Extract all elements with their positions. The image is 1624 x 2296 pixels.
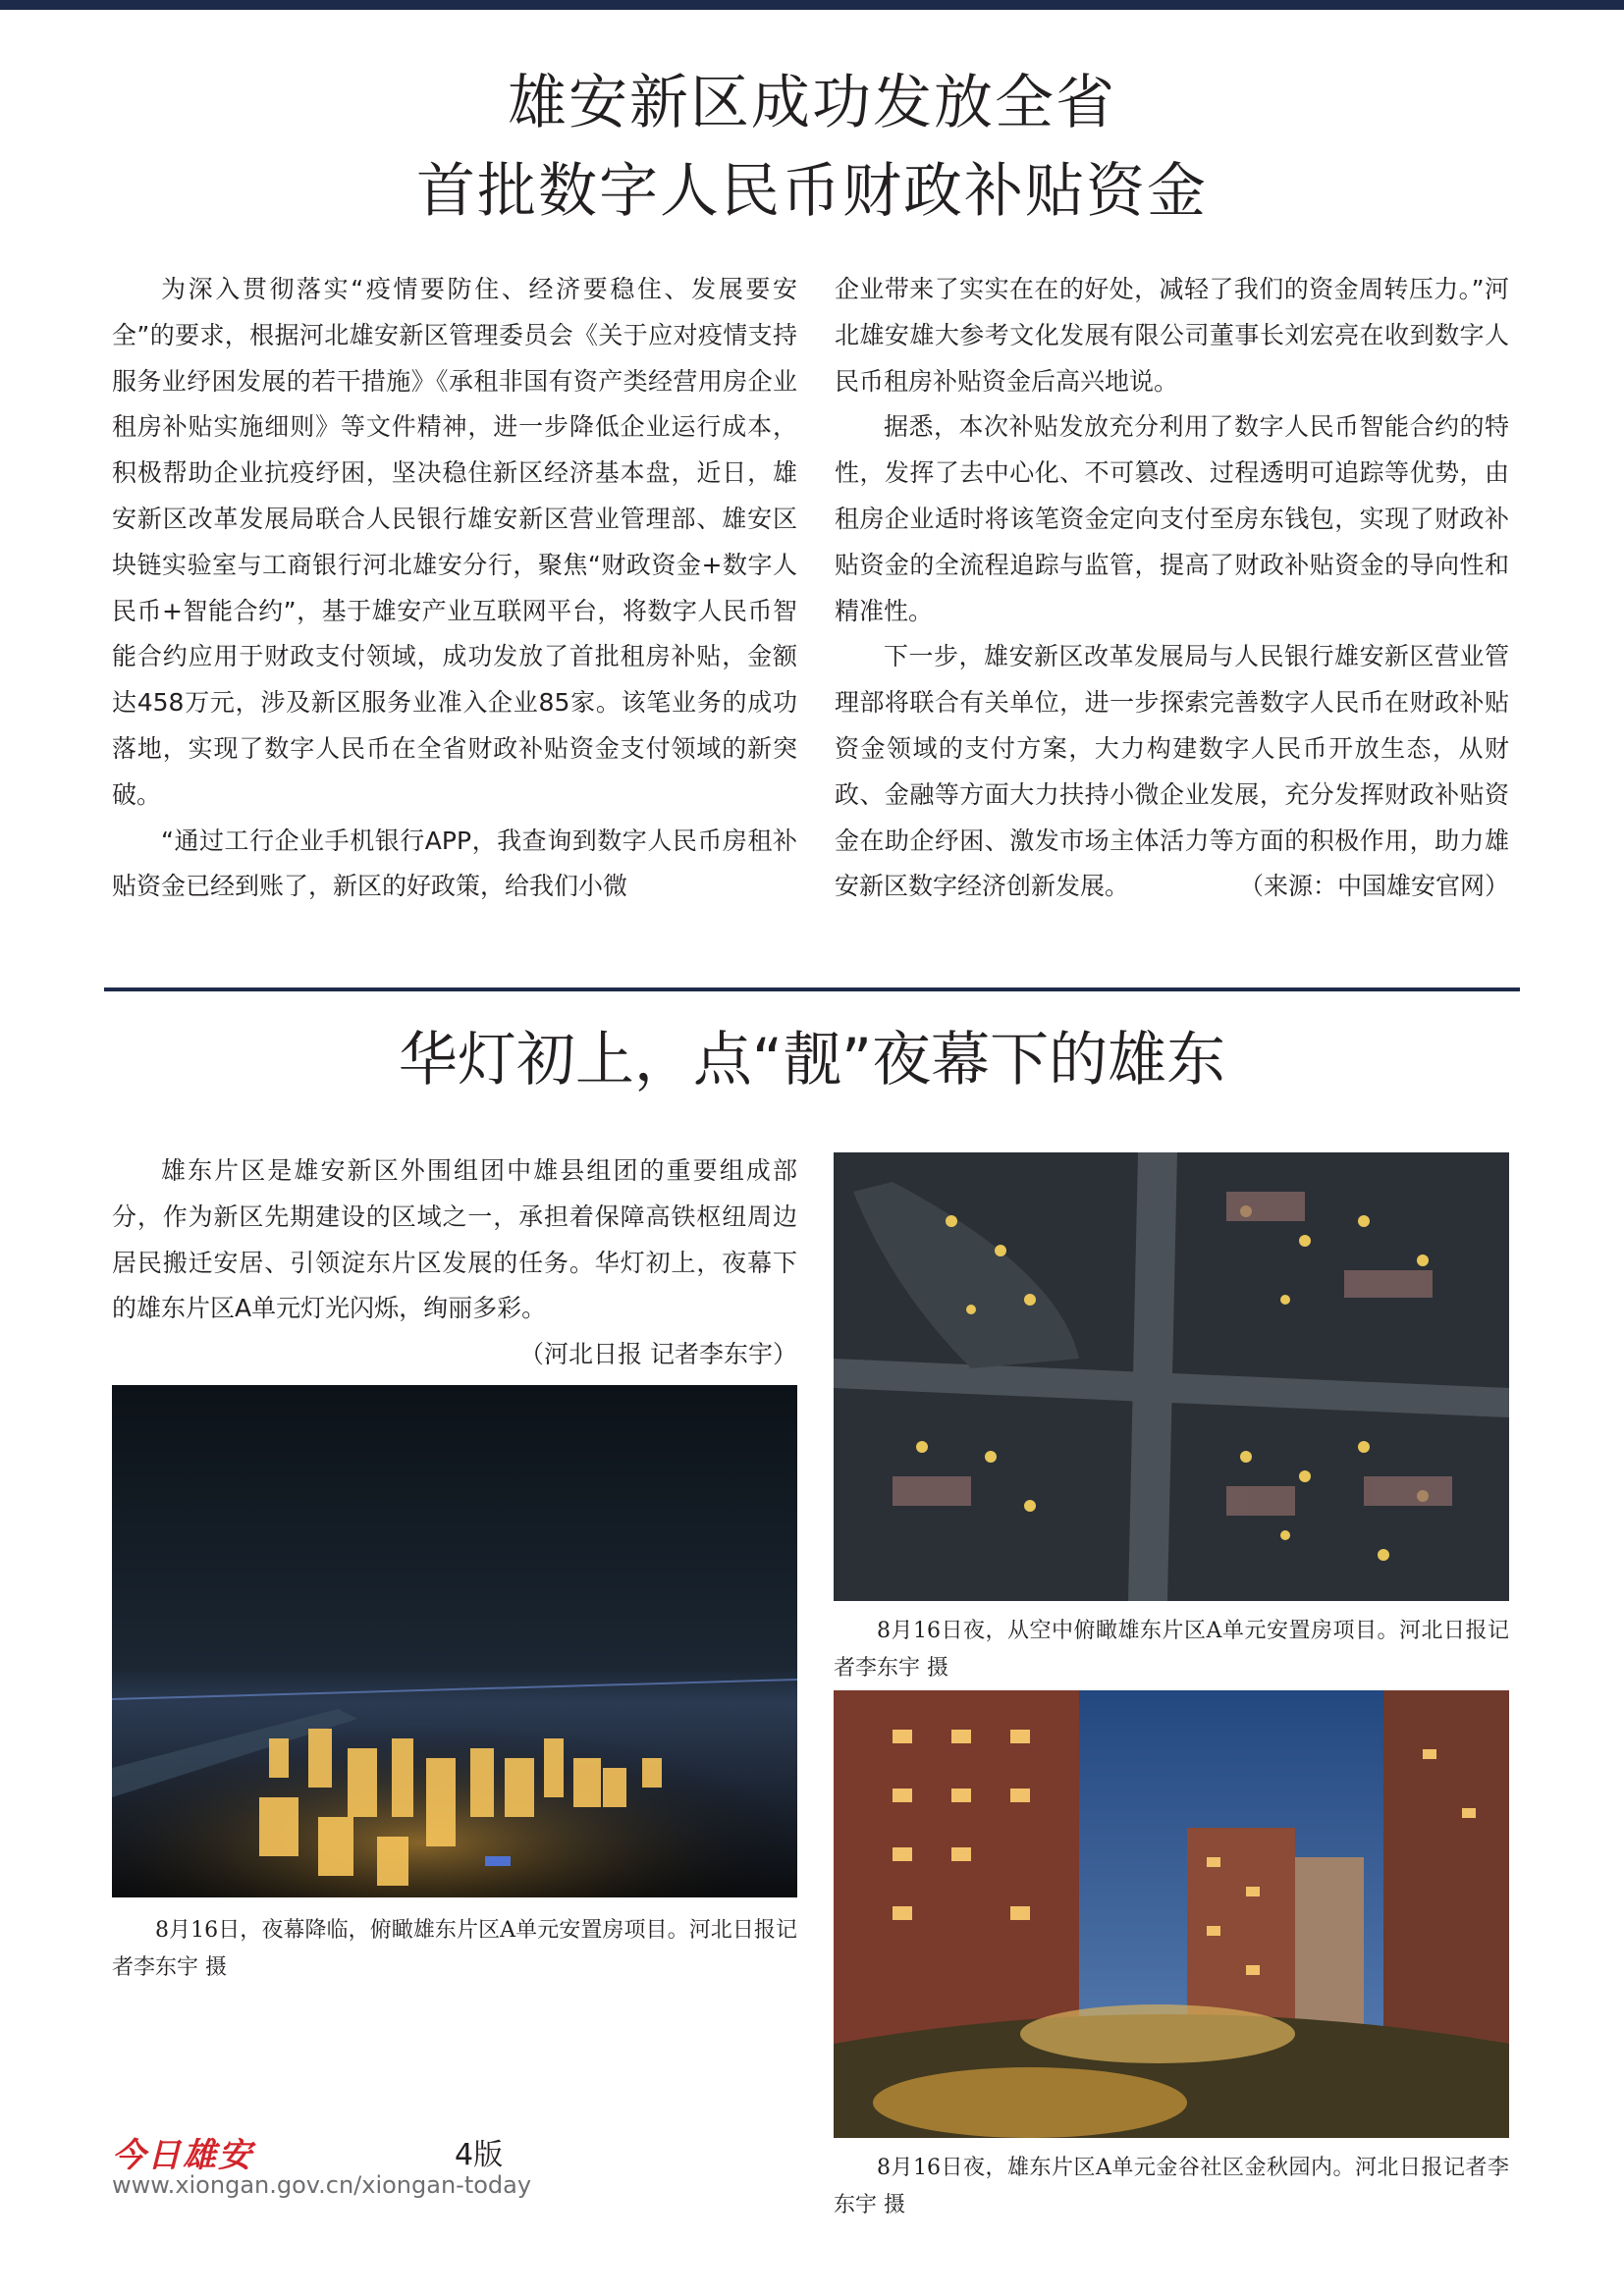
article1-paragraph: 为深入贯彻落实“疫情要防住、经济要稳住、发展要安全”的要求，根据河北雄安新区管理委员会《关于应对疫情支持服务业纾困发展的若干措施》《承租非国有资产类经营用房企业租房补贴实施细则》等文件精神，进一步降低企业运行成本，积极帮助企业抗疫纾困，坚决稳住新区经济基本盘，近日，雄安新区改革发展局联合人民银行雄安新区营业管理部、雄安区块链实验室与工商银行河北雄安分行，聚焦“财政资金+数字人民币+智能合约”，基于雄安产业互联网平台，将数字人民币智能合约应用于财政支付领域，成功发放了首批租房补贴，金额达458万元，涉及新区服务业准入企业85家。该笔业务的成功落地，实现了数字人民币在全省财政补贴资金支付领域的新突破。 [112, 275, 797, 809]
edition-number: 4版 [455, 2138, 504, 2172]
article1-paragraph: 据悉，本次补贴发放充分利用了数字人民币智能合约的特性，发挥了去中心化、不可篡改、过程透明可追踪等优势，由租房企业适时将该笔资金定向支付至房东钱包，实现了财政补贴资金的全流程追踪与监管，提高了财政补贴资金的导向性和精准性。 [835, 412, 1509, 625]
photo2-caption-text: 8月16日夜，从空中俯瞰雄东片区A单元安置房项目。河北日报记者李东宇 摄 [834, 1619, 1509, 1681]
night-panorama-photo [112, 1385, 797, 1897]
courtyard-dusk-photo [834, 1690, 1509, 2138]
article1-right-column [835, 267, 1509, 910]
photo2-caption [834, 1613, 1509, 1687]
article1-paragraph-continued: 企业带来了实实在在的好处，减轻了我们的资金周转压力。”河北雄安雄大参考文化发展有限公司董事长刘宏亮在收到数字人民币租房补贴资金后高兴地说。 [835, 275, 1509, 396]
article2-credit: （河北日报 记者李东宇） [519, 1340, 797, 1369]
aerial-topdown-photo [834, 1152, 1509, 1601]
article1-source: （来源：中国雄安官网） [1238, 872, 1509, 901]
photo3-caption [834, 2150, 1509, 2224]
top-color-bar [0, 0, 1624, 10]
article1-left-column [112, 267, 797, 910]
article1-title-line2: 首批数字人民币财政补贴资金 [416, 157, 1208, 226]
article2-text-column [112, 1148, 797, 1378]
photo3-caption-text: 8月16日夜，雄东片区A单元金谷社区金秋园内。河北日报记者李东宇 摄 [834, 2156, 1509, 2217]
article1-title-line1: 雄安新区成功发放全省 [508, 69, 1116, 137]
website-url[interactable]: www.xiongan.gov.cn/xiongan-today [112, 2171, 532, 2199]
photo1-caption [112, 1912, 797, 1987]
publication-logo: 今日雄安 [112, 2136, 253, 2175]
photo1-caption-text: 8月16日，夜幕降临，俯瞰雄东片区A单元安置房项目。河北日报记者李东宇 摄 [112, 1918, 797, 1980]
article2-title: 华灯初上，点“靓”夜幕下的雄东 [398, 1026, 1226, 1095]
article2-paragraph: 雄东片区是雄安新区外围组团中雄县组团的重要组成部分，作为新区先期建设的区域之一，承担着保障高铁枢纽周边居民搬迁安居、引领淀东片区发展的任务。华灯初上，夜幕下的雄东片区A单元灯光闪烁，绚丽多彩。 [112, 1156, 797, 1323]
section-divider [104, 988, 1520, 991]
article1-paragraph: “通过工行企业手机银行APP，我查询到数字人民币房租补贴资金已经到账了，新区的好政策，给我们小微 [112, 826, 797, 901]
article1-paragraph: 下一步，雄安新区改革发展局与人民银行雄安新区营业管理部将联合有关单位，进一步探索完善数字人民币在财政补贴资金领域的支付方案，大力构建数字人民币开放生态，从财政、金融等方面大力扶持小微企业发展，充分发挥财政补贴资金在助企纾困、激发市场主体活力等方面的积极作用，助力雄安新区数字经济创新发展。 [835, 642, 1509, 901]
